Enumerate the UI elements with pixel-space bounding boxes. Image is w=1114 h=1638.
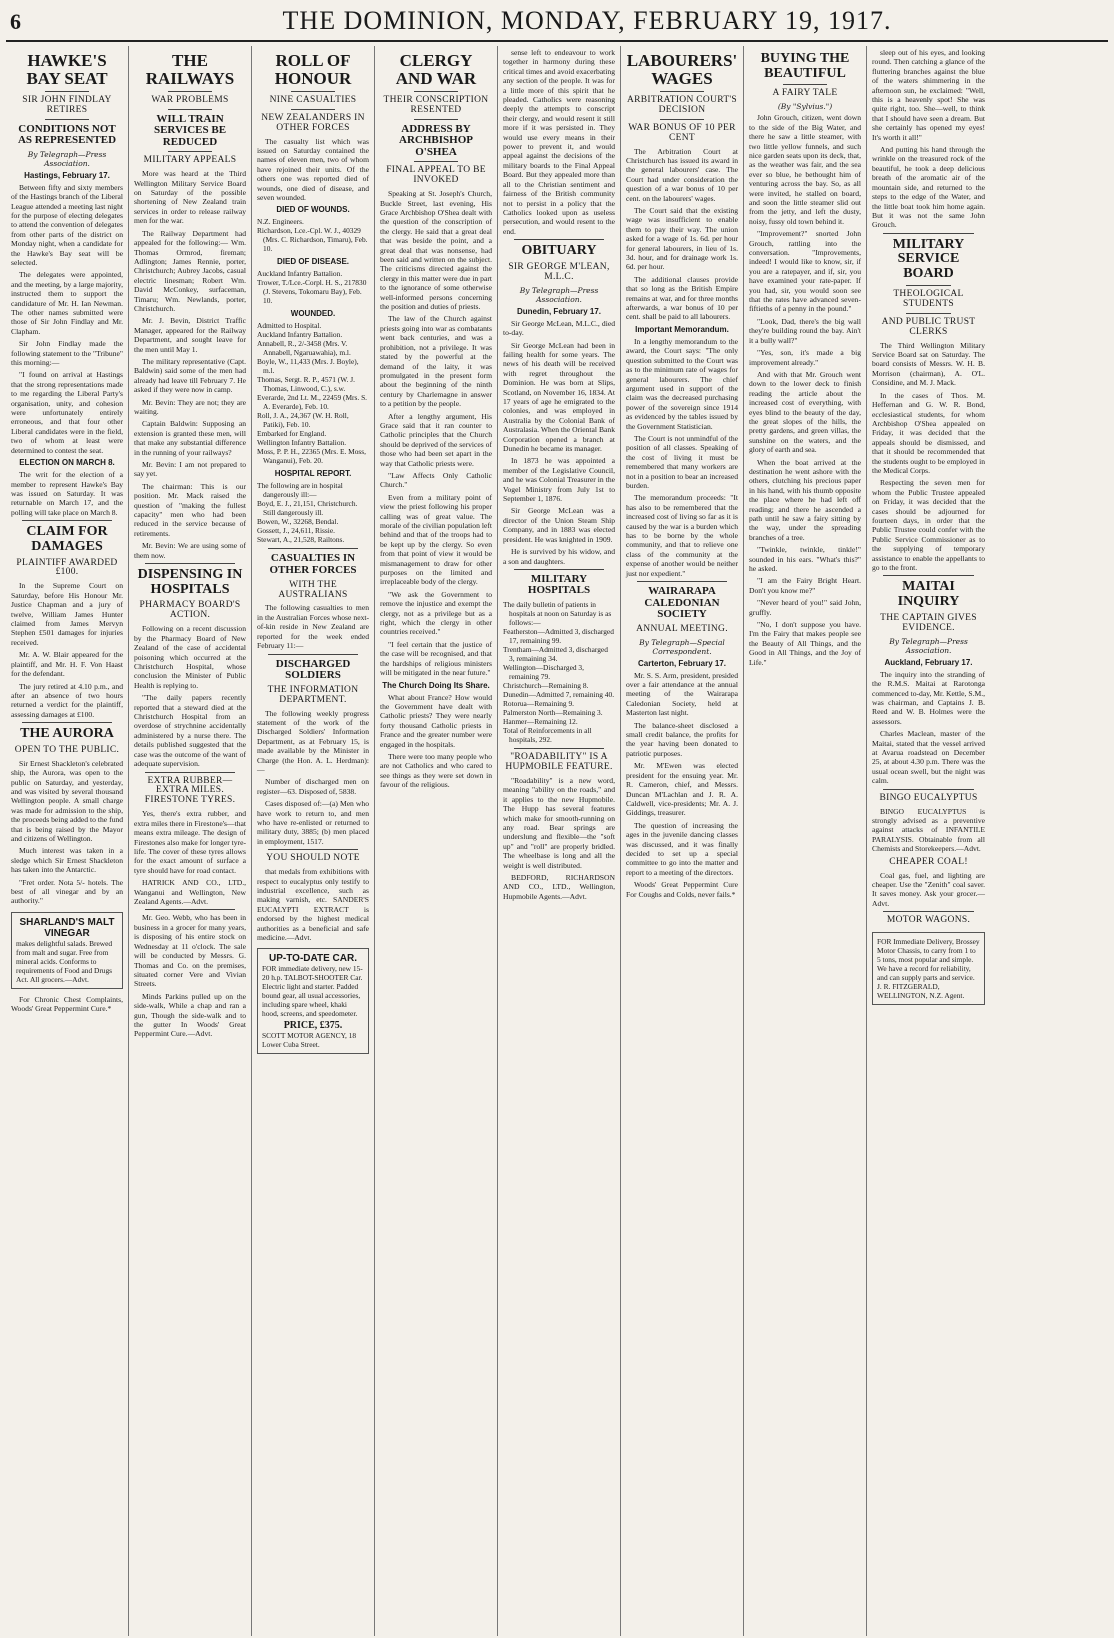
list-item: Palmerston North—Remaining 3. [503,708,603,717]
paragraph: And with that Mr. Grouch went down to the lower deck to finish reading the article about the increased cost of everything, with eyes blind to the beauty of the day, the great slopes of the hills, the pretty gardens, and green villas, the sunshine on the waters, and the glory of earth and sea. [749,369,861,455]
column-2 [129,46,252,1636]
headline-labourers-wages: LABOURERS' WAGES [626,51,738,88]
paragraph: Coal gas, fuel, and lighting are cheaper. Use the "Zenith" coal saver. It saves money. Ask your grocer.—Advt. [872,870,985,908]
headline-railways: THE RAILWAYS [145,51,235,88]
subhead-church-share: The Church Doing Its Share. [382,680,490,690]
article-body [257,603,369,650]
section-hospital-report: HOSPITAL REPORT. [274,469,352,479]
ad-footer: J. R. FITZGERALD, WELLINGTON, N.Z. Agent. [877,982,965,1001]
article-body [134,169,246,560]
paragraph: Between fifty and sixty members of the Hastings branch of the Liberal League attended a meeting last night for the purpose of electing delegates to attend the convention of delegates from other parts of the district on Monday night, when a candidate for the Hawke's Bay seat will be selected. [11,182,123,267]
paragraph: Yes, there's extra rubber, and extra miles there in Firestone's—that means extra mileage. The design of Firestones also make for longer tyre-life. The cover of these tyres allows for the exact amount of surface a tyre should have for road contact. [134,809,246,875]
byline: (By "Sylvius.") [777,102,833,112]
paragraph: "Yes, son, it's made a big improvement already." [749,348,861,367]
ad-body: FOR Immediate Delivery, Brossey Motor Chassis, to carry from 1 to 5 tons, most popular and simple. We have a record for reliability, and can supply parts and service. [877,937,980,983]
byline: By Telegraph—Press Association. [519,285,599,304]
article-body [872,807,985,854]
paragraph: HATRICK AND CO., LTD., Wanganui and Wellington, New Zealand Agents.—Advt. [134,878,246,907]
paragraph: sense left to endeavour to work together in harmony during these critical times and avoid exacerbating any section of the people. It was for a little more of this spirit that he pleaded. Catholics were reasoning deeply the attempts to conscript their clergy, and would resent it still more if it was persisted in. They would use every means in their power to prevent it, and would appeal against the decisions of the military boards to the Final Appeal Board. But they appealed more than all to the Christian sentiment and fairness of the British community not to persist in a policy that the Catholics looked upon as useless persecution, and would resent to the end. [503,48,615,236]
subhead-final-appeal: FINAL APPEAL TO BE INVOKED [386,165,486,186]
subhead-theological: THEOLOGICAL STUDENTS [893,288,964,309]
columns [6,46,1108,1636]
paragraph: What about France? How would the Government have dealt with Catholic priests? They were nearly forty thousand Catholic priests in France and the greater number were engaged in the hospitals. [380,692,492,749]
subhead-nine-casualties: NINE CASUALTIES [269,94,357,105]
paragraph: "We ask the Government to remove the injustice and exempt the clergy, not as a privilege but as a right, which the clergy in other countries received." [380,589,492,637]
headline-maitai: MAITAI INQUIRY [897,579,960,610]
section-died-disease: DIED OF DISEASE. [276,257,349,267]
list-item: Moss, P. P. H., 22365 (Mrs. E. Moss, Wanganui), Feb. 20. [257,447,367,466]
paragraph: Mr. S. S. Arm, president, presided over a fair attendance at the annual meeting of the Wairarapa Caledonian Society, held at Masterton last night. [626,670,738,718]
article-body [626,337,738,578]
paragraph: "I am the Fairy Bright Heart. Don't you know me?" [749,576,861,595]
list-item: Wellington—Discharged 3, remaining 79. [503,663,584,681]
article-body [626,147,738,322]
section-died-wounds: DIED OF WOUNDS. [276,205,350,215]
subhead-annual-meeting: ANNUAL MEETING. [636,623,728,634]
paragraph: The Third Wellington Military Service Board sat on Saturday. The board consists of Messrs. W. H. B. Morrison (chairman), A. O'L. Considine, and M. J. Mack. [872,340,985,388]
headline-clergy-war: CLERGY AND WAR [395,51,477,88]
article-body [257,867,369,942]
subhead-pharmacy: PHARMACY BOARD'S ACTION. [139,600,241,621]
casualty-list [257,269,369,305]
list-item: Auckland Infantry Battalion. [257,269,343,279]
headline-claim-damages: CLAIM FOR DAMAGES [26,524,108,554]
article-body [134,913,246,988]
paragraph: Number of discharged men on register—63. Disposed of, 5838. [257,777,369,796]
paragraph: Sir John Findlay made the following statement to the "Tribune" this morning:— [11,339,123,368]
dateline: Hastings, February 17. [24,170,110,180]
paragraph: "The daily papers recently reported that a steward died at the Christchurch Hospital from an overdose of strychnine accidentally administered by a nurse there. The details published suggested that the case was the outcome of the want of adequate supervision. [134,693,246,769]
paragraph: The Arbitration Court at Christchurch has issued its award in the general labourers' case. The Court had under consideration the question of a war bonus of 10 per cent. on the labourers' wages. [626,146,738,203]
paragraph: In the cases of Thos. M. Heffernan and G. W. R. Bond, ecclesiastical students, for whom Archbishop O'Shea appealed on Friday, it was decided that the appeals should be dismissed, and that it should be recommended that the students ought to be employed in the Medical Corps. [872,390,985,475]
paragraph: "Fret order. Nota 5/- hotels. The best of all vinegar and by an authority." [11,877,123,906]
headline-military-service-board: MILITARY SERVICE BOARD [892,236,965,282]
column-7 [744,46,867,1636]
paragraph: The Court said that the existing wage was insufficient to enable them to pay their way. The union asked for a wage of 1s. 6d. per hour for general labourers, in lieu of 1s. 3d. hour, and for drainage work 1s. 6d. per hour. [626,206,738,272]
paragraph: Cases disposed of:—(a) Men who have work to return to, and men who have re-enlisted or returned to military duty, 3885; (b) men placed in employment, 1517. [257,799,369,846]
paragraph: The jury retired at 4.10 p.m., and after an absence of two hours returned a verdict for the plaintiff, assessing damages at £100. [11,681,123,719]
paragraph: "Never heard of you!" said John, gruffly. [749,598,861,617]
paragraph: sleep out of his eyes, and looking round. Then catching a glance of the fluttering branches against the blue of the waters shimmering in the afternoon sun, he exclaimed: "Well, this is a heavenly spot! She was quite right, too. She—well, to think that I should have seen a dream. But she certainly has opened my eyes! It's worth it all!" [872,48,985,142]
footer-ad: Woods' Great Peppermint Cure For Coughs and Colds, never fails.* [626,880,738,899]
footer-ad: Minds Parkins pulled up on the side-walk, While a chap and ran a gun, Though the side-walk and to the gutter In Woods' Great Peppermint Cure.—Advt. [134,991,246,1039]
subhead-open-public: OPEN TO THE PUBLIC. [14,744,120,755]
article-body [134,624,246,768]
paragraph: Mr. Bevin: They are not; they are waiting. [134,397,246,417]
article-body [626,671,738,878]
ad-body: makes delightful salads. Brewed from malt and sugar. Free from mineral acids. Conforms to requirements of Food and Drugs Act. All grocers.—Advt. [16,938,113,984]
dateline: Auckland, February 17. [884,657,973,667]
article-body [872,670,985,786]
paragraph: Mr. Bevin: We are using some of them now. [134,541,246,560]
paragraph: The casualty list which was issued on Saturday contained the names of eleven men, two of whom have rejoined their units. Of the others one was reported died of wounds, one died of disease, and seven wounded. [257,136,369,203]
paragraph: BEDFORD, RICHARDSON AND CO., LTD., Wellington, Hupmobile Agents.—Advt. [503,873,615,901]
paragraph: When the boat arrived at the destination he went ashore with the others, clutching his precious paper in his hand, with his thumb opposite the place where he had left off reading; and there he ascended a path until he saw a fairy sitting by the way, under the spreading branches of a tree. [749,457,861,542]
ad-title: SHARLAND'S MALT VINEGAR [19,916,115,939]
subhead-plaintiff: PLAINTIFF AWARDED £100. [16,557,118,578]
headline-buying-beautiful: BUYING THE BEAUTIFUL [760,51,850,81]
article-body [11,581,123,719]
paragraph: The balance-sheet disclosed a small credit balance, the profits for the year having been donated to patriotic purposes. [626,720,738,758]
article-body [134,809,246,906]
paragraph: "Look, Dad, there's the big wall they're building round the bay. Ain't it a bully wall?" [749,316,861,345]
footer-ad: For Chronic Chest Complaints, Woods' Great Peppermint Cure.* [11,994,123,1014]
ad-title: UP-TO-DATE CAR. [269,953,357,965]
list-item: Stewart, A., 21,528, Railtons. [257,535,345,545]
article-body [503,319,615,566]
list-item: Bowen, W., 32268, Bendal. [257,517,339,527]
paragraph: The chairman: This is our position. Mr. Mack raised the question of "making the fullest capacity" men who had been reduced in the service because of retirements. [134,481,246,538]
paragraph: The writ for the election of a member to represent Hawke's Bay was issued on Saturday. It was returnable on March 17, and the polling will take place on March 8. [11,470,123,517]
paragraph: The Railway Department had appealed for the following:— Wm. Thomas Ormrod, fireman; Adlington; James Rennie, porter, Christchurch; Aubrey Jacobs, casual electric linesman; Robert Wm. David McConkey, surfaceman, Timaru; Wm. Newlands, porter, Christchurch. [134,228,246,313]
paragraph: Sir Ernest Shackleton's celebrated ship, the Aurora, was open to the public on Saturday, and yesterday, and was visited by several thousand Wellington people. A small charge was made for admission to the ship, the proceeds being added to the fund that is being raised by the Mayor and citizens of Wellington. [11,758,123,844]
paragraph: Even from a military point of view the priest following his proper calling was of great value. The morale of the civilian population left behind and that of the troops had to be kept up by the clergy. So even from that point of view it would be mismanagement to draw for other purposes on the limited and irreplaceable body of the clergy. [380,492,492,587]
ad-footer: SCOTT MOTOR AGENCY, 18 Lower Cuba Street. [262,1031,357,1050]
paragraph: In a lengthy memorandum to the award, the Court says: "The only question submitted to the Court was as to the minimum rate of wages for general labourers. The chief argument used in support of the claim was the decreased purchasing power of the sovereign since 1914 as evidenced by the tables issued by the Government Statistician. [626,336,738,431]
list-item: N.Z. Engineers. [257,217,304,227]
paragraph: Sir George McLean, M.L.C., died to-day. [503,318,615,338]
headline-aurora: THE AURORA [20,726,114,742]
list-item: Dunedin—Admitted 7, remaining 40. [503,690,615,699]
list-item: Gossett, J., 24,611, Rissie. [257,526,335,536]
paragraph: More was heard at the Third Wellington Military Service Board on Saturday of the possible shortening of New Zealand train services in order to release railway men for the war. [134,169,246,226]
headline-wairarapa: WAIRARAPA CALEDONIAN SOCIETY [644,585,720,621]
subhead-information: THE INFORMATION DEPARTMENT. [267,684,359,705]
list-item: Boyle, W., 11,433 (Mrs. J. Boyle), m.l. [257,357,359,376]
subhead-war-problems: WAR PROBLEMS [151,94,229,105]
subhead-findlay: SIR JOHN FINDLAY RETIRES [22,94,112,115]
article-body [872,341,985,573]
headline-dispensing: DISPENSING IN HOSPITALS [137,567,243,597]
subhead-other-forces: NEW ZEALANDERS IN OTHER FORCES [261,112,365,133]
subhead-war-bonus: WAR BONUS OF 10 PER CENT [628,122,736,143]
subhead-train-services: WILL TRAIN SERVICES BE REDUCED [153,112,227,148]
paragraph: "Law Affects Only Catholic Church." [380,470,492,490]
paragraph: The following casualties to men in the Australian Forces whose next-of-kin reside in New Zealand are reported for the week ended February 11:— [257,603,369,651]
hospital-list [257,481,369,544]
list-item: Hanmer—Remaining 12. [503,717,578,726]
subhead-arbitration: ARBITRATION COURT'S DECISION [626,94,738,115]
list-item: Wellington Infantry Battalion. [257,438,347,448]
subhead-conscription: THEIR CONSCRIPTION RESENTED [383,94,489,115]
list-item: Admitted to Hospital. [257,321,322,331]
section-wounded: WOUNDED. [290,309,336,319]
headline-firestone: EXTRA RUBBER—EXTRA MILES. FIRESTONE TYRES. [144,775,236,806]
article-body [749,113,861,667]
paragraph: Mr. J. Bevin, District Traffic Manager, appeared for the Railway Department, and sought leave for the men until May 1. [134,316,246,354]
paragraph: Mr. Bevin: I am not prepared to say yet. [134,460,246,479]
paragraph: Sir George McLean had been in failing health for some years. The news of his death will be received with regret throughout the Dominion. He was born at Slips, Scotland, on November 16, 1834. At 17 years of age he emigrated to the colonies, and was employed in Australia by the Colonial Bank of Australasia. When the Oriental Bank Corporation opened a branch at Dunedin he became its manager. [503,340,615,454]
column-3 [252,46,375,1636]
paragraph: "I feel certain that the justice of the case will be recognised, and that the hardships of religious ministers will be mitigated in the near future." [380,639,492,678]
headline-bingo: BINGO EUCALYPTUS [879,792,978,803]
paragraph: "I found on arrival at Hastings that the strong representations made to me regarding the Liberal Party's organisation, unity, and cohesion were unfortunately entirely erroneous, and that four other Liberal candidates were in the field, two of whom at least were determined to contest the seat. [11,370,123,455]
headline-roadability: "ROADABILITY" IS A HUPMOBILE FEATURE. [505,752,613,772]
list-item: Total of Reinforcements in all hospitals, 292. [503,726,592,744]
hospital-list [503,600,615,744]
headline-cheaper-coal: CHEAPER COAL! [889,856,968,867]
paragraph: The military representative (Capt. Baldwin) said some of the men had already had leave till February 7. He asked if they were now in camp. [134,356,246,395]
paragraph: The additional clauses provide that so long as the British Empire remains at war, and for three months afterwards, a war bonus of 10 per cent. shall be paid to all labourers. [626,274,738,322]
list-item: Featherston—Admitted 3, discharged 17, remaining 99. [503,627,614,645]
column-1 [6,46,129,1636]
article-body [257,709,369,847]
article-body [11,759,123,906]
paragraph: Following on a recent discussion by the Pharmacy Board of New Zealand of the case of accidental poisoning which occurred at the Christchurch Hospital, whose conclusion the Minister of Public Health is replying to. [134,624,246,690]
subhead-archbishop: ADDRESS BY ARCHBISHOP O'SHEA [399,122,473,158]
article-body [872,48,985,230]
article-body [872,871,985,909]
headline-casualties-other: CASUALTIES IN OTHER FORCES [269,552,357,576]
list-item: Richardson, Lce.-Cpl. W. J., 40329 (Mrs. C. Richardson, Timaru), Feb. 10. [257,226,368,254]
paragraph: He is survived by his widow, and a son and daughters. [503,547,615,566]
headline-discharged: DISCHARGED SOLDIERS [275,657,351,682]
paragraph: There were too many people who are not Catholics and who cared to see things as they were set down in favour of the religious. [380,751,492,790]
subhead-public-trust: AND PUBLIC TRUST CLERKS [881,316,976,337]
paragraph: Speaking at St. Joseph's Church, Buckle Street, last evening, His Grace Archbishop O'Shea dealt with the question of the conscription of the clergy. He said that a great deal that was beside the point, and a great deal that was nonsense, had been said and written on the subject. The criticisms directed against the clergy in this matter were due in part to the ignorance of some otherwise well-informed persons concerning the position and duties of priests. [380,189,492,312]
article-body [11,183,123,455]
paragraph: that medals from exhibitions with respect to eucalyptus only testify to industrial excellence, such as making varnish, etc. SANDER'S EUCALYPTI EXTRACT is endorsed by the highest medical authorities as a beneficial and safe medicine.—Advt. [257,867,369,943]
headline-hawkes-bay: HAWKE'S BAY SEAT [26,51,108,88]
subhead-military-appeals: MILITARY APPEALS [143,155,237,166]
paragraph: "Improvement?" snorted John Grouch, rattling into the conversation. "Improvements, indeed! I would like to know, sir, if you are a ratepayer, and if, sir, you have examined your rate-paper. If you had, sir, you would soon see that the rates have advanced seven-fiftieths of a penny in the pound." [749,229,861,314]
headline-roll-of-honour: ROLL OF HONOUR [274,51,352,88]
paragraph: Mr. A. W. Blair appeared for the plaintiff, and Mr. H. F. Von Haast for the defendant. [11,650,123,679]
paragraph: The Court is not unmindful of the position of all classes. Speaking of the cost of living it must be remembered that many workers are not in a position to bear an increased burden. [626,433,738,490]
headline-you-should-note: YOU SHOULD NOTE [266,853,360,864]
subhead-australians: WITH THE AUSTRALIANS [278,579,348,600]
byline: By Telegraph—Special Correspondent. [639,637,725,656]
column-8 [867,46,990,1636]
advertisement [872,932,985,1005]
paragraph: John Grouch, citizen, went down to the side of the Big Water, and there he saw a little steamer, with two little yellow funnels, and such nice garden seats upon its deck, that, as the weather was fair, and the sea ever so blue, he bethought him of venturing across the bay. So, as all were invited, he stalled on board, and soon the little steamer slid out from the jetty, and left the dusty, noisy, fussy old town behind it. [749,113,861,226]
column-6 [621,46,744,1636]
paragraph: And putting his hand through the wrinkle on the treasured rock of the beautiful, he took a deep delicious breath of the aromatic air of the mountain side, and returned to the steps to the edge of the Water, and the little boat took him home again. But it was not the same John Grouch. [872,145,985,230]
list-item: The following are in hospital dangerously ill:— [257,481,343,500]
list-item: Embarked for England. [257,429,327,439]
paragraph: "No, I don't suppose you have. I'm the Fairy that makes people see the Beauty of All Things, and the Good in All Things, and the Joy of Life." [749,620,861,667]
subhead-election: ELECTION ON MARCH 8. [19,458,115,468]
list-item: Everarde, 2nd Lt. M., 22459 (Mrs. S. A. Everarde), Feb. 10. [257,393,368,412]
article-body [380,693,492,790]
article-body [503,48,615,236]
list-item: Thomas, Sergt. R. P., 4571 (W. J. Thomas, Linwood, C.), s.w. [257,375,355,394]
subhead-memorandum: Important Memorandum. [635,324,729,334]
masthead [6,6,1108,42]
ad-body: FOR immediate delivery, new 15-20 h.p. TALBOT-SHOOTER Car. Electric light and starter. Padded bound gear, all usual accessories, including spare wheel, khaki hood, screens, and speedometer. [262,964,363,1019]
paragraph: The memorandum proceeds: "It has also to be remembered that the increased cost of living so far as it is caused by the war is a burden which has to be borne by the whole community, and that to relieve one class of the community at the expense of another would be neither just nor expedient." [626,493,738,578]
ad-price: PRICE, £375. [283,1020,343,1032]
masthead-title: THE DOMINION, MONDAY, FEBRUARY 19, 1917. [282,6,892,35]
paragraph: The following weekly progress statement of the work of the Discharged Soldiers' Information Department, as at February 15, is made available by the Minister in Charge (the Hon. A. L. Herdman):— [257,708,369,774]
paragraph: Sir George McLean was a director of the Union Steam Ship Company, and in 1883 was elected president. He was knighted in 1909. [503,506,615,544]
article-body [257,137,369,203]
headline-military-hospitals: MILITARY HOSPITALS [527,572,591,597]
paragraph: Captain Baldwin: Supposing an extension is granted these men, will that make any substantial difference in the running of your railways? [134,419,246,457]
headline-motor-wagons: MOTOR WAGONS. [886,915,971,926]
list-item: Annabell, R., 2/-3458 (Mrs. V. Annabell, Ngaruawahia), m.l. [257,339,351,358]
page-number: 6 [10,9,21,34]
paragraph: BINGO EUCALYPTUS is strongly advised as a preventive against attacks of INFANTILE PARALYSIS. Obtainable from all Chemists and Storekeepers.—Advt. [872,806,985,854]
advertisement [257,948,369,1054]
list-item: Rotorua—Remaining 9. [503,699,575,708]
list-item: The daily bulletin of patients in hospitals at noon on Saturday is as follows:— [503,600,612,627]
paragraph: "Roadability" is a new word, meaning "ability on the roads," and it applies to the new Hupmobile. The Hupp has several features which make for smooth-running on any road. Bear springs are underslung and flexible—the "soft up" and "roll" are properly bridled. The wheelbase is long and all the weight is well distributed. [503,775,615,870]
byline: By Telegraph—Press Association. [889,636,968,655]
paragraph: Much interest was taken in a sledge which Sir Ernest Shackleton has taken into the Antarctic. [11,846,123,875]
list-item: Trentham—Admitted 3, discharged 3, remaining 34. [503,645,608,663]
byline: By Telegraph—Press Association. [27,149,107,168]
article-body [503,776,615,901]
article-body [11,470,123,517]
list-item: Auckland Infantry Battalion. [257,330,343,340]
paragraph: After a lengthy argument, His Grace said that it ran counter to Catholic principles that the Church should be deprived of the services of those who had been set apart in the way that Catholic priests were. [380,411,492,468]
paragraph: Charles Maclean, master of the Maitai, stated that the vessel arrived at Avarua roadstead on December 25, at about 4.30 p.m. There was the usual ocean swell, but the night was calm. [872,729,985,786]
list-item: Roll, J. A., 24,367 (W. H. Roll, Patiki), Feb. 10. [257,411,349,430]
paragraph: The law of the Church against priests going into war as combatants went back centuries, and was a prohibition, not a privilege. It was stated by the powerful at the demand of the laity, it was promulgated in the present form about the beginning of the ninth century by Charlemagne in answer to a petition by the people. [380,314,492,409]
paragraph: Respecting the seven men for whom the Public Trustee appealed on Friday, it was decided that the cases should be adjourned for fourteen days, in order that the Public Trustee could confer with the Public Service Commissioner as to the supplying of temporary assistance to enable the appellants to go to the front. [872,478,985,572]
paragraph: The inquiry into the stranding of the R.M.S. Maitai at Rarotonga commenced to-day, Mr. Kettle, S.M., was chairman, and Captains J. B. Reed and W. B. Holmes were the assessors. [872,669,985,726]
list-item: Trower, T./Lce.-Corpl. H. S., 217830 (J. Stevens, Tokomaru Bay), Feb. 10. [257,278,367,306]
casualty-list [257,217,369,253]
paragraph: In 1873 he was appointed a member of the Legislative Council, and he was Colonial Treasurer in the Vogel Ministry from July 1st to September 1, 1876. [503,456,615,504]
paragraph: Mr. Geo. Webb, who has been in business in a grocer for many years, is disposing of his entire stock on Wednesday at 11 o'clock. The sale will be conducted by Messrs. G. Thomas and Co. on the premises, situated corner Vere and Vivian Streets. [134,913,246,989]
subhead-fairy-tale: A FAIRY TALE [772,88,838,99]
paragraph: Mr. M'Ewen was elected president for the ensuing year. Mr. R. Cameron, chief, and Messrs. Duncan M'Lachlan and J. R. A. Caldwell, vice-presidents; Mr. A. J. Giddings, treasurer. [626,761,738,818]
article-body [380,189,492,677]
paragraph: In the Supreme Court on Saturday, before His Honour Mr. Justice Chapman and a jury of twelve, William James Hunter claimed from James Mervyn Stephen £501 damages for injuries received. [11,581,123,647]
paragraph: The delegates were appointed, and the meeting, by a large majority, instructed them to support the candidature of Mr. H. Ian Newman. The other names submitted were those of Sir John Findlay and Mr. Clapham. [11,270,123,336]
advertisement [11,912,123,989]
paragraph: "Twinkle, twinkle, tinkle!" sounded in his ears. "What's this?" he asked. [749,545,861,574]
column-5 [498,46,621,1636]
list-item: Boyd, E. J., 21,151, Christchurch. Still dangerously ill. [257,499,358,518]
list-item: Christchurch—Remaining 8. [503,681,589,690]
subhead-captain: THE CAPTAIN GIVES EVIDENCE. [880,612,977,633]
dateline: Dunedin, February 17. [516,306,602,316]
casualty-list [257,321,369,465]
dateline: Carterton, February 17. [637,658,727,668]
subhead-mclean: SIR GEORGE M'LEAN, M.L.C. [508,261,610,282]
headline-obituary: OBITUARY [521,243,597,259]
paragraph: The question of increasing the ages in the juvenile dancing classes was discussed, and it was finally decided to set up a special committee to go into the matter and report to a meeting of the directors. [626,820,738,877]
subhead-conditions: CONDITIONS NOT AS REPRESENTED [17,122,117,147]
column-4 [375,46,498,1636]
